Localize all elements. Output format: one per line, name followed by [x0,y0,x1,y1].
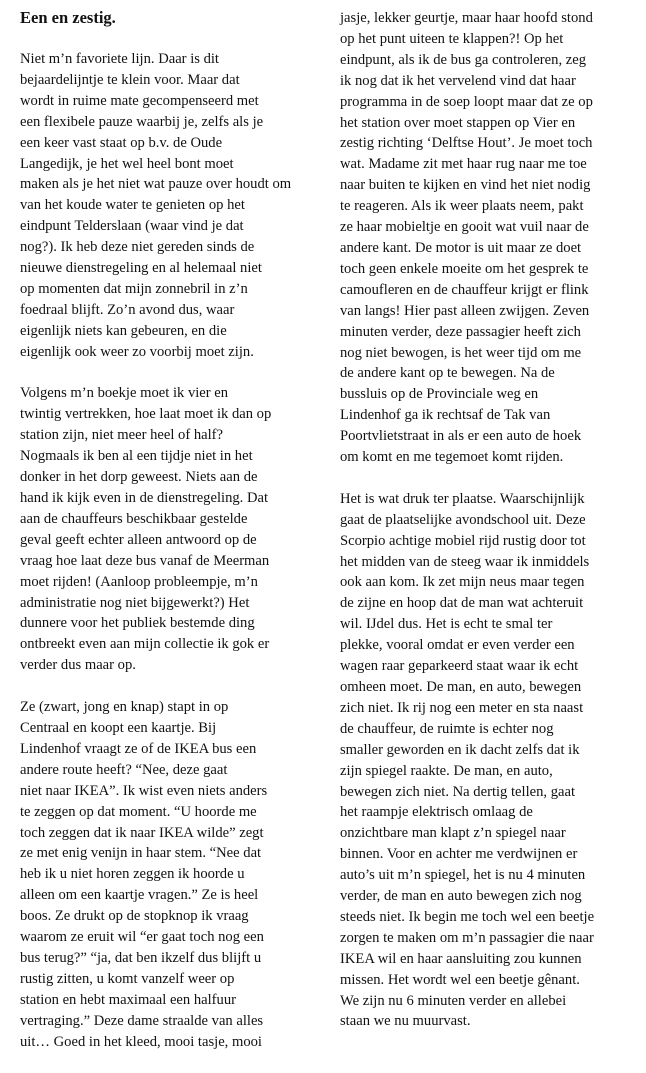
text-line: te zeggen op dat moment. “U hoorde me [20,803,257,820]
text-line: nieuwe dienstregeling en al helemaal niet [20,260,262,277]
text-line: naar buiten te kijken en vind het niet nodig [340,177,591,194]
text-line: aan de chauffeurs beschikbaar gestelde [20,510,248,527]
text-line: alleen om een kaartje vragen.” Ze is heel [20,887,259,904]
text-line: het station over moet stappen op Vier en [340,114,576,131]
text-line: bewegen zich niet. Na dertig tellen, gaat [340,783,576,800]
left-column [20,8,320,1073]
text-line: eigenlijk ook weer zo voorbij moet zijn. [20,343,254,360]
text-line: binnen. Voor en achter me verdwijnen er [340,846,578,863]
text-line: administratie nog niet bijgewerkt?) Het [20,594,250,611]
text-line: eindpunt, als ik de bus ga controleren, zeg [340,51,586,68]
text-line: toch zeggen dat ik naar IKEA wilde” zegt [20,824,264,841]
text-line: ontbreekt even aan mijn collectie ik gok er [20,636,270,653]
text-line: de andere kant op te bewegen. Na de [340,365,555,382]
text-line: om komt en me tegemoet komt rijden. [340,449,564,466]
text-line: plekke, vooral omdat er even verder een [340,637,575,654]
text-line: nog niet bewogen, is het weer tijd om me [340,344,582,361]
text-line: staan we nu muurvast. [340,1013,471,1030]
text-line: Lindenhof vraagt ze of de IKEA bus een [20,740,257,757]
text-line: ik nog dat ik het vervelend vind dat haar [340,72,576,89]
text-line: verder, de man en auto bewegen zich nog [340,888,582,905]
text-line: ze met enig venijn in haar stem. “Nee dat [20,845,262,862]
text-line: het raampje elektrisch omlaag de [340,804,533,821]
text-line: op momenten dat mijn zonnebril in z’n [20,280,248,297]
text-line: waarom ze eruit wil “er gaat toch nog een [20,929,264,946]
text-line: rustig zitten, u komt vanzelf weer op [20,970,235,987]
text-line: Lindenhof ga ik rechtsaf de Tak van [340,407,551,424]
text-line: omheen moet. De man, en auto, bewegen [340,678,582,695]
text-line: minuten verder, deze passagier heeft zich [340,323,581,340]
right-column [340,8,630,1053]
text-line: de zijne en hoop dat de man wat achteruit [340,595,584,612]
text-line: camoufleren en de chauffeur krijgt er flink [340,281,589,298]
text-line: dunnere voor het publiek bestemde ding [20,615,255,632]
text-line: Centraal en koopt een kaartje. Bij [20,719,217,736]
text-line: gaat de plaatselijke avondschool uit. Deze [340,511,586,528]
text-line: IKEA wil en haar aansluiting zou kunnen [340,950,582,967]
text-line: station zijn, niet meer heel of half? [20,427,224,444]
text-line: wordt in ruime mate gecompenseerd met [20,92,259,109]
text-line: vertraging.” Deze dame straalde van alles [20,1012,264,1029]
text-line: een keer vast staat op b.v. de Oude [20,134,223,151]
document-title: Een en zestig. [20,8,116,27]
paragraph [20,383,320,676]
text-line: nog?). Ik heb deze niet gereden sinds de [20,239,255,256]
text-line: twintig vertrekken, hoe laat moet ik dan op [20,406,272,423]
text-line: Poortvlietstraat in als er een auto de hoek [340,428,582,445]
text-line: missen. Het wordt wel een beetje gênant. [340,971,580,988]
text-line: van het koude water te genieten op het [20,197,245,214]
text-line: heb ik u niet horen zeggen ik hoorde u [20,866,245,883]
text-line: smaller geworden en ik dacht zelfs dat ik [340,741,580,758]
text-line: vraag hoe laat deze bus vanaf de Meerman [20,552,270,569]
text-line: wagen raar geparkeerd staat waar ik echt [340,658,579,675]
text-line: zijn spiegel raakte. De man, en auto, [340,762,553,779]
text-line: Nogmaals ik ben al een tijdje niet in het [20,448,253,465]
text-line: foedraal blijft. Zo’n avond dus, waar [20,301,235,318]
text-line: Scorpio achtige mobiel rijd rustig door tot [340,532,586,549]
text-line: ze haar mobieltje en gooit wat vuil naar de [340,219,589,236]
text-line: hand ik kijk even in de dienstregeling. Dat [20,490,269,507]
text-line: programma in de soep loopt maar dat ze op [340,93,593,110]
text-line: steeds niet. Ik begin me toch wel een beetje [340,908,595,925]
text-line: eindpunt Telderslaan (waar vind je dat [20,218,244,235]
text-line: van langs! Hier past alleen zwijgen. Zeven [340,302,590,319]
text-line: te reageren. Als ik weer plaats neem, pakt [340,198,584,215]
text-line: op het punt uiteen te klappen?! Op het [340,30,564,47]
text-line: niet naar IKEA”. Ik wist even niets anders [20,782,268,799]
text-line: donker in het dorp geweest. Niets aan de [20,469,258,486]
text-line: Volgens m’n boekje moet ik vier en [20,385,229,402]
text-line: eigenlijk niets kan gebeuren, en die [20,322,227,339]
text-line: auto’s uit m’n spiegel, het is nu 4 minuten [340,867,586,884]
text-line: ook aan kom. Ik zet mijn neus maar tegen [340,574,585,591]
text-line: bus terug?” “ja, dat ben ikzelf dus blijft u [20,949,262,966]
paragraph [340,8,630,468]
text-line: geval geeft echter alleen antwoord op de [20,531,257,548]
text-line: toch geen enkele moeite om het gesprek te [340,260,589,277]
text-line: het midden van de steeg waar ik inmiddels [340,553,590,570]
text-line: wat. Madame zit met haar rug naar me toe [340,156,587,173]
text-line: bussluis op de Provinciale weg en [340,386,539,403]
text-line: andere route heeft? “Nee, deze gaat [20,761,228,778]
text-line: verder dus maar op. [20,657,136,674]
text-line: Niet m’n favoriete lijn. Daar is dit [20,51,219,67]
paragraph [20,49,320,363]
text-line: bejaardelijntje te klein voor. Maar dat [20,71,240,88]
text-line: de chauffeur, de ruimte is echter nog [340,720,554,737]
text-line: maken als je het niet wat pauze over houdt om [20,176,292,193]
text-line: boos. Ze drukt op de stopknop ik vraag [20,908,249,925]
text-line: Het is wat druk ter plaatse. Waarschijnlijk [340,490,585,507]
text-line: Langedijk, je het wel heel bont moet [20,155,234,172]
text-line: jasje, lekker geurtje, maar haar hoofd stond [340,10,593,26]
text-line: zich niet. Ik rij nog een meter en sta naast [340,699,584,716]
text-line: moet rijden! (Aanloop probleempje, m’n [20,573,258,590]
text-line: zestig richting ‘Delftse Hout’. Je moet toch [340,135,593,152]
text-line: wil. IJdel dus. Het is echt te smal ter [340,616,553,633]
text-line: andere kant. De motor is uit maar ze doet [340,239,582,256]
paragraph [340,489,630,1033]
paragraph [20,697,320,1052]
text-line: zorgen te maken om m’n passagier die naar [340,929,594,946]
text-line: een flexibele pauze waarbij je, zelfs als je [20,113,264,130]
text-line: station en hebt maximaal een halfuur [20,991,236,1008]
text-line: onzichtbare man klapt z’n spiegel naar [340,825,566,842]
text-line: We zijn nu 6 minuten verder en allebei [340,992,567,1009]
text-line: Ze (zwart, jong en knap) stapt in op [20,699,229,716]
text-line: uit… Goed in het kleed, mooi tasje, mooi [20,1033,262,1050]
